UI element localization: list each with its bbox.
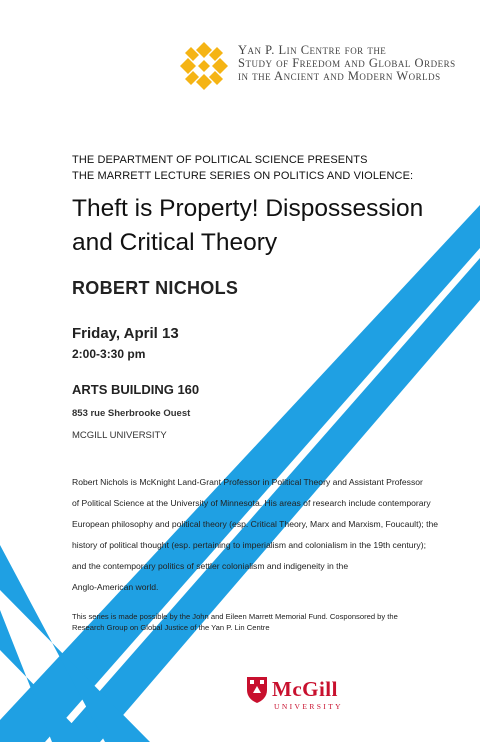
speaker-name: ROBERT NICHOLS: [72, 278, 239, 298]
sponsor-note-line-2: Research Group on Global Justice of the Yan P. Lin Centre: [72, 623, 270, 632]
event-university: MCGILL UNIVERSITY: [72, 430, 167, 441]
bio-line: and the contemporary politics of settler colonialism and indigeneity in the: [72, 561, 349, 571]
centre-logo-icon: [178, 40, 230, 92]
sponsor-note: [72, 611, 462, 633]
sponsor-note-line-1: This series is made possible by the John and Eileen Marrett Memorial Fund. Cosponsored by the: [72, 612, 398, 621]
bio-line: European philosophy and political theory (esp. Critical Theory, Marx and Marxism, Foucault); the: [72, 519, 439, 529]
mcgill-wordmark: McGill: [272, 677, 338, 701]
speaker-bio: [72, 472, 462, 598]
centre-name: [238, 44, 456, 83]
bio-line: of Political Science at the University of Minnesota. His areas of research include contemporary: [72, 498, 431, 508]
bio-line: history of political thought (esp. pertaining to imperialism and colonialism in the 19th century);: [72, 540, 426, 550]
lecture-title-line-2: and Critical Theory: [72, 229, 278, 256]
department-line-1: THE DEPARTMENT OF POLITICAL SCIENCE PRESENTS: [72, 154, 368, 166]
event-date: Friday, April 13: [72, 325, 179, 342]
mcgill-logo: [240, 662, 364, 726]
centre-name-line-2: Study of Freedom and Global Orders: [238, 56, 456, 70]
department-header: [72, 152, 413, 184]
event-time: 2:00-3:30 pm: [72, 347, 146, 361]
event-building: ARTS BUILDING 160: [72, 382, 200, 397]
bio-line: Anglo-American world.: [72, 582, 159, 592]
centre-name-line-1: Yan P. Lin Centre for the: [238, 43, 387, 57]
lecture-title: [72, 192, 472, 260]
department-line-2: THE MARRETT LECTURE SERIES ON POLITICS AND VIOLENCE:: [72, 170, 414, 182]
mcgill-subtitle: UNIVERSITY: [274, 702, 343, 711]
centre-name-line-3: in the Ancient and Modern Worlds: [238, 69, 441, 83]
lecture-title-line-1: Theft is Property! Dispossession: [72, 195, 424, 222]
event-address: 853 rue Sherbrooke Ouest: [72, 408, 191, 419]
bio-line: Robert Nichols is McKnight Land-Grant Professor in Political Theory and Assistant Professor: [72, 477, 423, 487]
mcgill-crest-icon: [246, 676, 268, 704]
